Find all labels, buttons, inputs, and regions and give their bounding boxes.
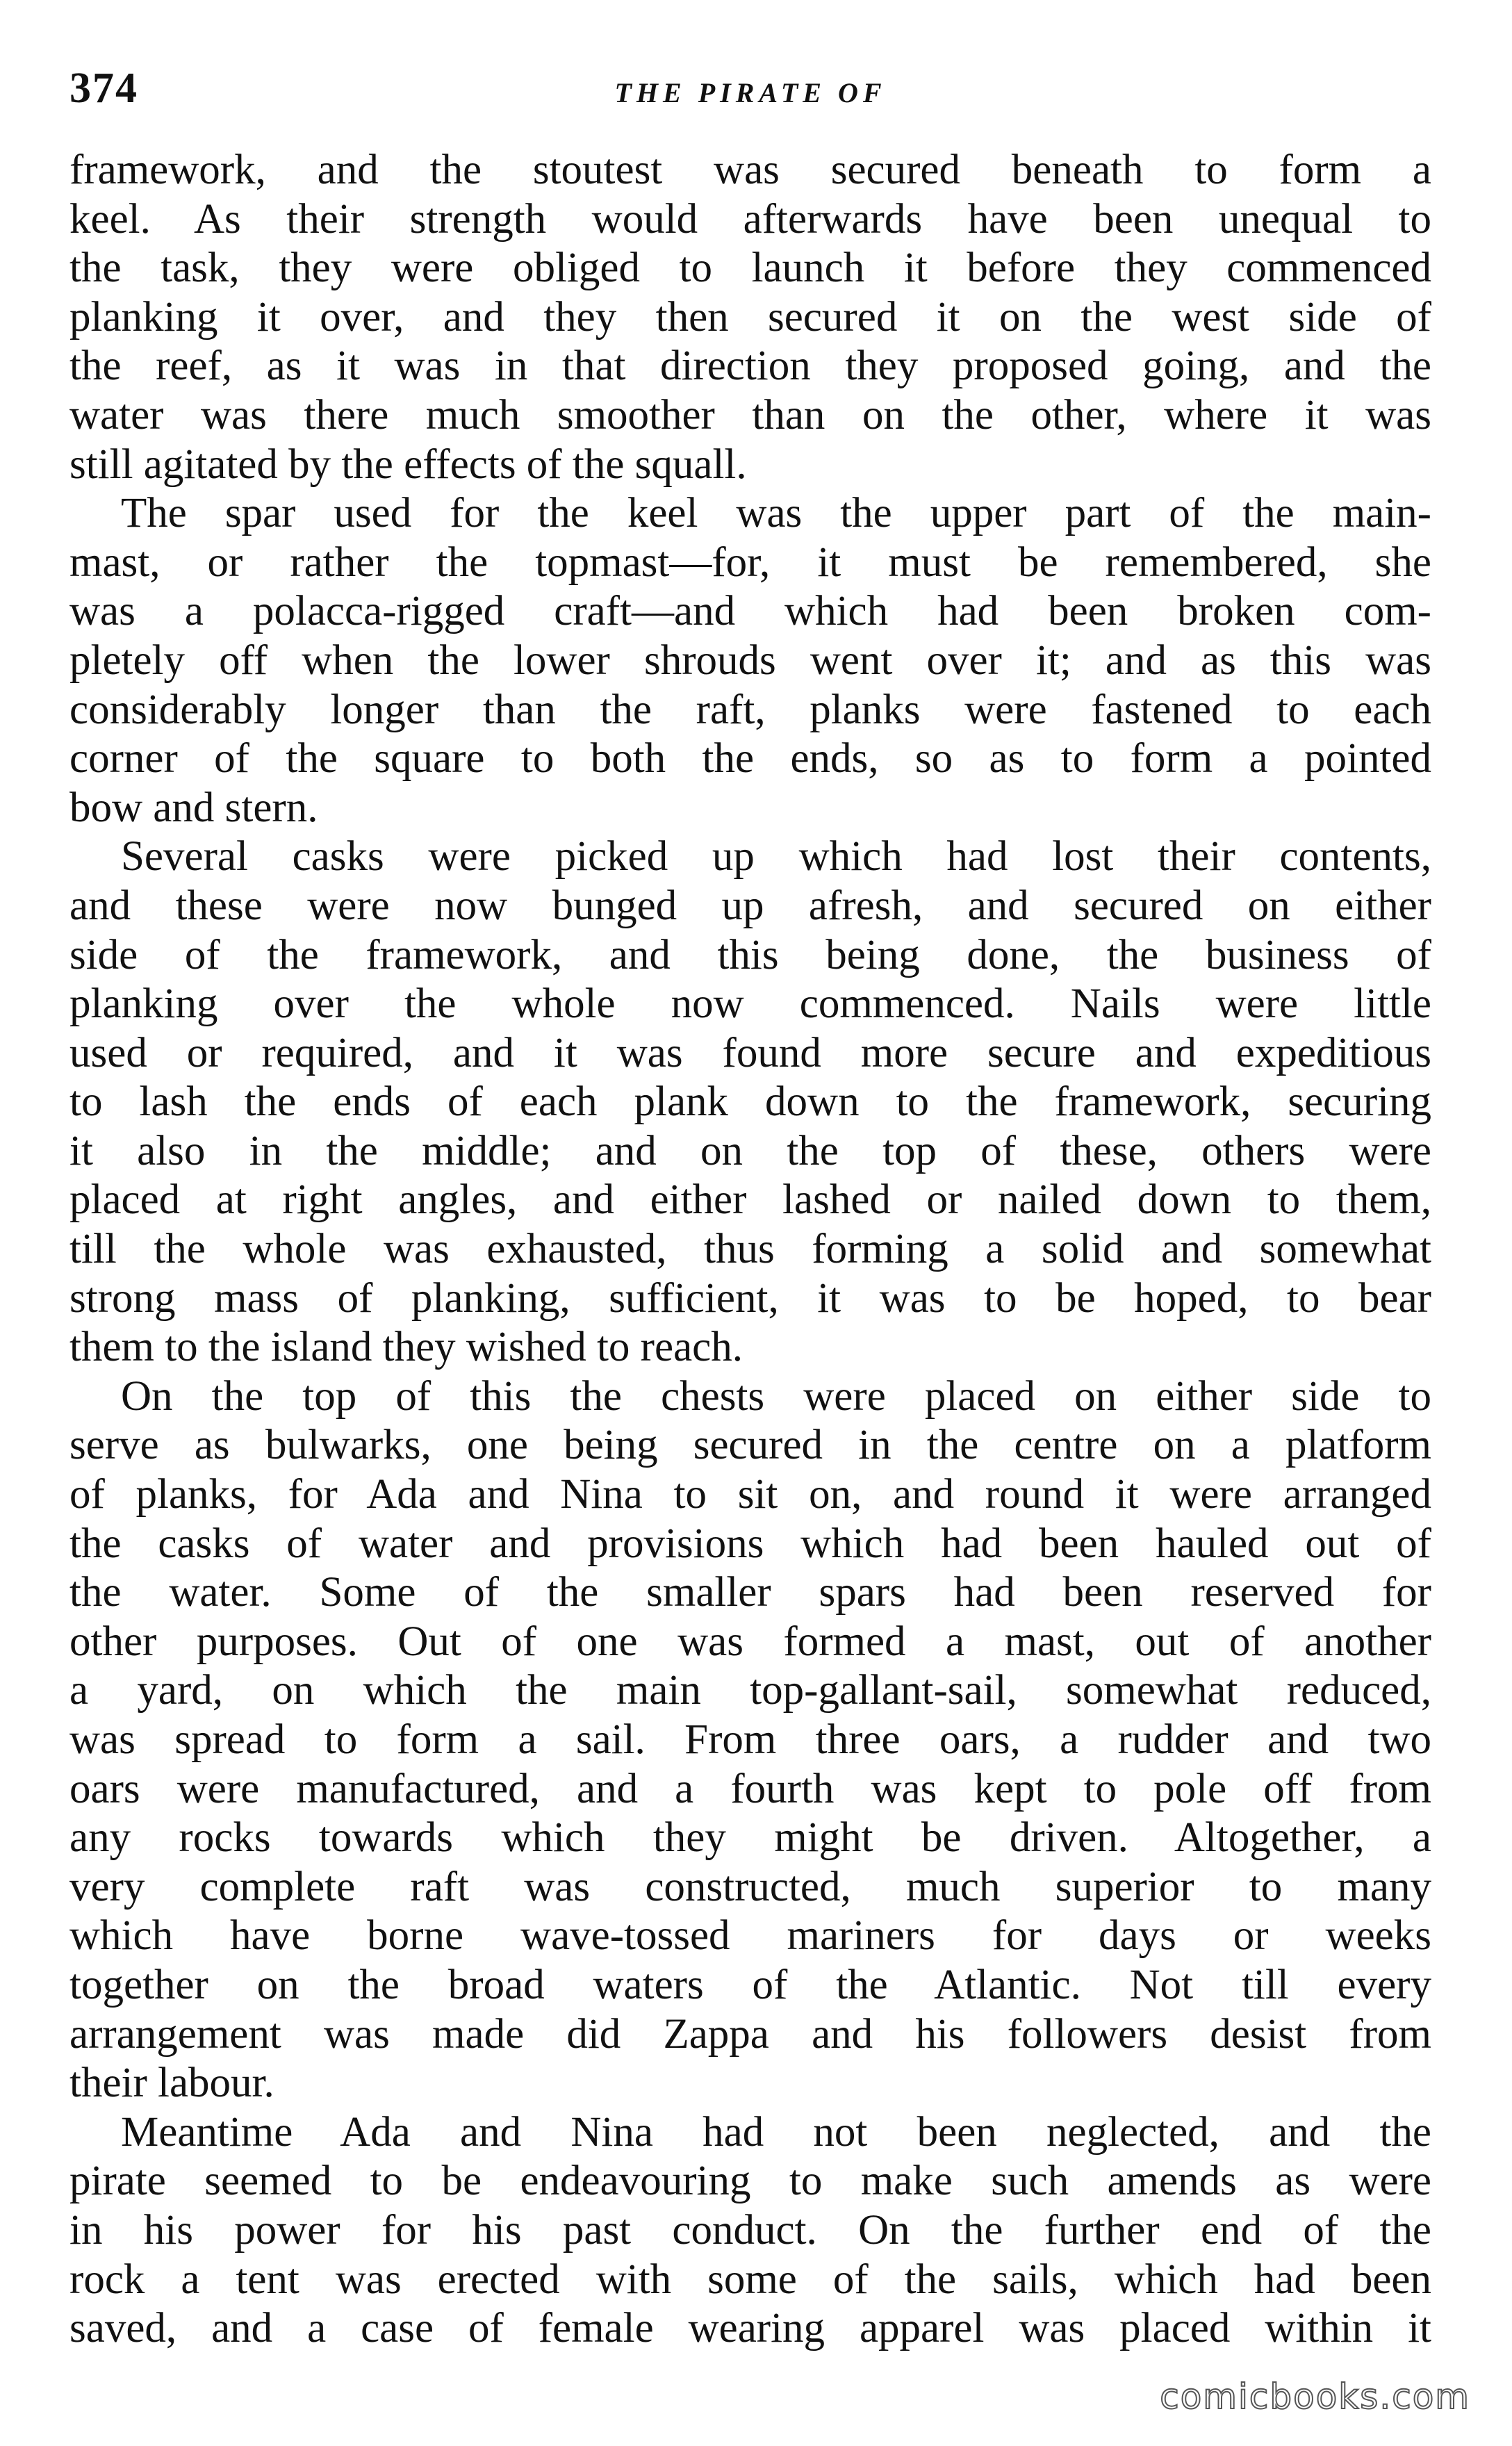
text-line: of planks, for Ada and Nina to sit on, and round it were arranged (69, 1471, 1431, 1518)
text-line: water was there much smoother than on the other, where it was (69, 391, 1431, 438)
text-line: in his power for his past conduct. On the further end of the (69, 2206, 1431, 2254)
text-line: oars were manufactured, and a fourth was kept to pole off from (69, 1765, 1431, 1812)
text-line: their labour. (69, 2060, 274, 2107)
text-line: serve as bulwarks, one being secured in the centre on a platform (69, 1422, 1431, 1469)
paragraph (69, 2108, 1431, 2354)
text-line: the water. Some of the smaller spars had been reserved for (69, 1569, 1431, 1616)
text-line: still agitated by the effects of the squall. (69, 441, 747, 488)
text-line: framework, and the stoutest was secured beneath to form a (69, 147, 1431, 193)
watermark: comicbooks.com (1160, 2377, 1470, 2417)
text-line: very complete raft was constructed, much superior to many (69, 1863, 1431, 1910)
text-line: arrangement was made did Zappa and his followers desist from (69, 2010, 1431, 2058)
text-line: any rocks towards which they might be driven. Altogether, a (69, 1814, 1431, 1862)
text-line: side of the framework, and this being done, the business of (69, 931, 1431, 978)
text-line: saved, and a case of female wearing apparel was placed within it (69, 2305, 1431, 2352)
text-line: and these were now bunged up afresh, and secured on either (69, 882, 1431, 929)
text-line: planking it over, and they then secured it on the west side of (69, 293, 1431, 340)
text-line: pletely off when the lower shrouds went over it; and as this was (69, 637, 1431, 684)
page-number: 374 (69, 65, 138, 112)
text-line: together on the broad waters of the Atlantic. Not till every (69, 1961, 1431, 2008)
text-line: other purposes. Out of one was formed a mast, out of another (69, 1618, 1431, 1665)
text-line: Several casks were picked up which had lost their contents, (121, 833, 1431, 880)
text-line: corner of the square to both the ends, so as to form a pointed (69, 735, 1431, 782)
paragraph (69, 146, 1431, 489)
text-line: placed at right angles, and either lashed or nailed down to them, (69, 1176, 1431, 1224)
text-line: used or required, and it was found more secure and expeditious (69, 1029, 1431, 1076)
text-line: a yard, on which the main top-gallant-sail, somewhat reduced, (69, 1667, 1431, 1714)
text-line: considerably longer than the raft, planks were fastened to each (69, 686, 1431, 733)
body-text (69, 146, 1431, 2354)
text-line: planking over the whole now commenced. Nails were little (69, 980, 1431, 1028)
paragraph (69, 832, 1431, 1372)
text-line: the casks of water and provisions which had been hauled out of (69, 1520, 1431, 1567)
text-line: keel. As their strength would afterwards have been unequal to (69, 195, 1431, 243)
text-line: was a polacca-rigged craft—and which had been broken com- (69, 588, 1431, 635)
paragraph (69, 489, 1431, 832)
text-line: them to the island they wished to reach. (69, 1324, 743, 1371)
text-line: The spar used for the keel was the upper part of the main- (121, 490, 1431, 537)
paragraph (69, 1372, 1431, 2108)
running-head: THE PIRATE OF (614, 77, 887, 108)
text-line: the task, they were obliged to launch it before they commenced (69, 245, 1431, 292)
text-line: bow and stern. (69, 784, 318, 831)
text-line: it also in the middle; and on the top of these, others were (69, 1127, 1431, 1174)
text-line: was spread to form a sail. From three oars, a rudder and two (69, 1716, 1431, 1763)
text-line: to lash the ends of each plank down to the framework, securing (69, 1078, 1431, 1126)
page-header (69, 64, 1431, 120)
text-line: On the top of this the chests were placed on either side to (121, 1372, 1431, 1420)
text-line: till the whole was exhausted, thus forming a solid and somewhat (69, 1226, 1431, 1273)
text-line: strong mass of planking, sufficient, it was to be hoped, to bear (69, 1274, 1431, 1322)
text-line: pirate seemed to be endeavouring to make such amends as were (69, 2158, 1431, 2205)
text-line: which have borne wave-tossed mariners for days or weeks (69, 1912, 1431, 1960)
text-line: Meantime Ada and Nina had not been neglected, and the (121, 2108, 1431, 2156)
text-line: mast, or rather the topmast—for, it must be remembered, she (69, 539, 1431, 586)
text-line: rock a tent was erected with some of the sails, which had been (69, 2256, 1431, 2303)
text-line: the reef, as it was in that direction they proposed going, and the (69, 343, 1431, 390)
